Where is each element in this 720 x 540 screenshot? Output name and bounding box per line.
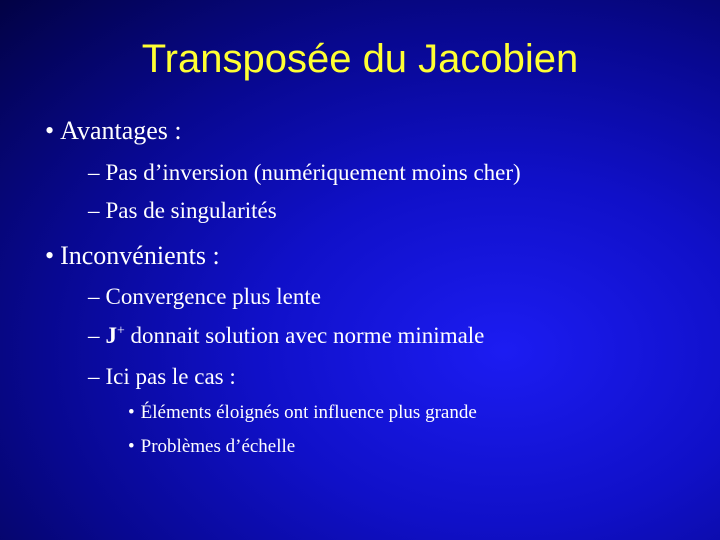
bullet-icon: • — [45, 116, 55, 145]
dash-icon: – — [88, 323, 100, 348]
bullet-icon: • — [128, 436, 135, 457]
list-item — [88, 282, 321, 312]
list-item-text: Ici pas le cas : — [105, 364, 236, 389]
list-item-text: Pas de singularités — [105, 198, 277, 223]
heading-text: Avantages : — [60, 116, 182, 145]
jacobian-symbol: J — [105, 323, 117, 348]
pseudo-inverse-superscript: + — [117, 322, 125, 338]
bullet-icon: • — [128, 402, 135, 423]
dash-icon: – — [88, 364, 100, 389]
sub-list-item-text: Problèmes d’échelle — [140, 436, 296, 457]
slide-title: Transposée du Jacobien — [141, 37, 579, 81]
list-item-text: Pas d’inversion (numériquement moins cher) — [105, 160, 521, 185]
section-inconvenients-heading — [45, 240, 220, 272]
list-item-text: Convergence plus lente — [105, 284, 321, 309]
sub-list-item — [128, 401, 477, 425]
list-item — [88, 362, 236, 392]
list-item — [88, 196, 277, 226]
dash-icon: – — [88, 198, 100, 223]
bullet-icon: • — [45, 241, 55, 270]
sub-list-item — [128, 435, 295, 459]
dash-icon: – — [88, 160, 100, 185]
list-item — [88, 321, 484, 351]
dash-icon: – — [88, 284, 100, 309]
list-item-text: donnait solution avec norme minimale — [124, 323, 485, 348]
heading-text: Inconvénients : — [60, 241, 220, 270]
sub-list-item-text: Éléments éloignés ont influence plus grande — [140, 402, 477, 423]
list-item — [88, 158, 521, 188]
section-avantages-heading — [45, 115, 182, 147]
